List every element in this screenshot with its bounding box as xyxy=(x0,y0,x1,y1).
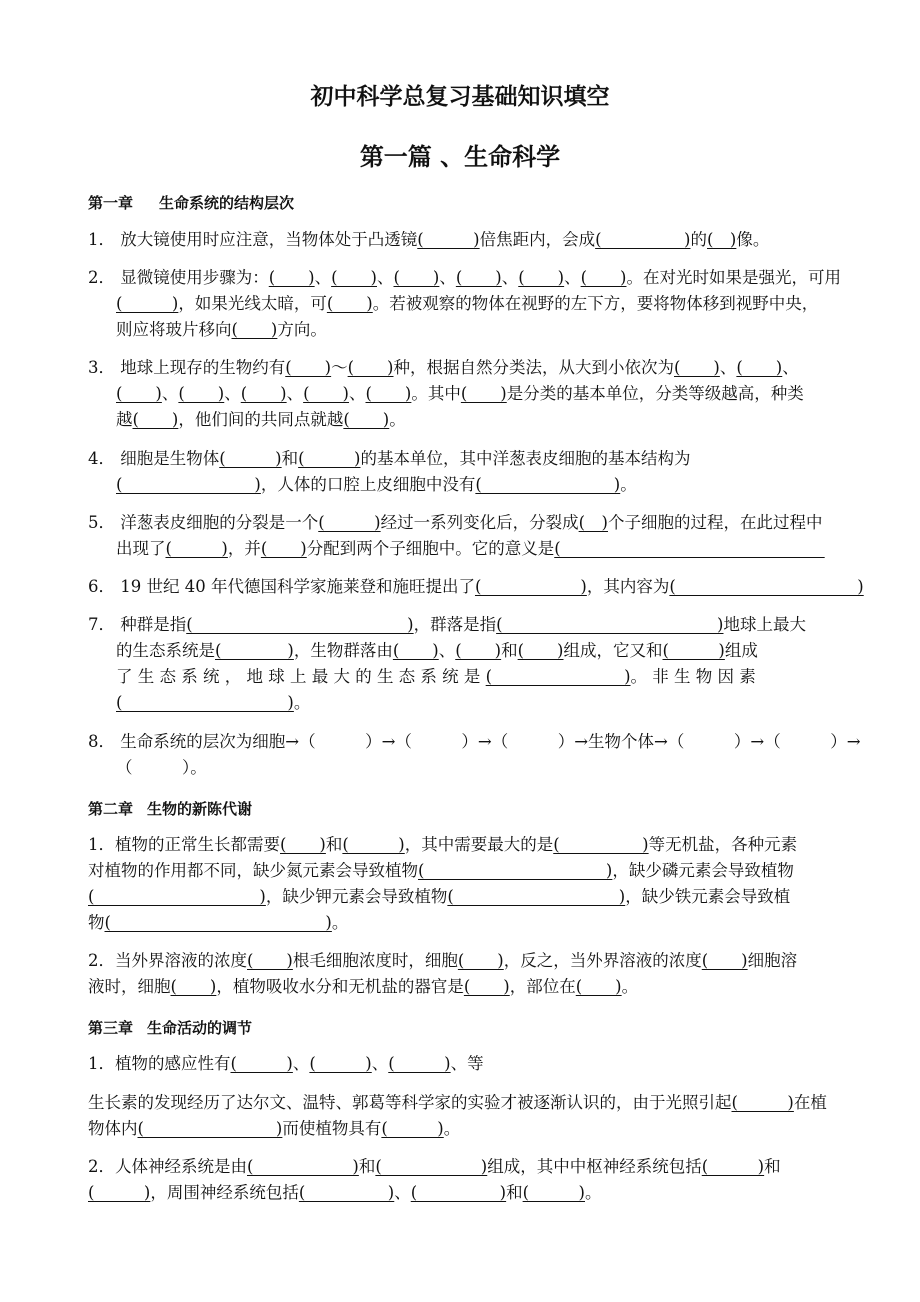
chapter-heading-3 xyxy=(88,1017,252,1038)
question-2-1-line4: 物( )。 xyxy=(88,913,349,932)
blank[interactable]: ( ) xyxy=(580,268,627,287)
blank[interactable]: ( ) xyxy=(662,641,725,660)
blank[interactable]: ( ) xyxy=(231,320,278,339)
blank[interactable]: ( ) xyxy=(375,1157,488,1176)
question-2-2-line1: 2．当外界溶液的浓度( )根毛细胞浓度时，细胞( )，反之，当外界溶液的浓度( )细胞溶 xyxy=(88,951,798,970)
question-1-8-line1: 8． 生命系统的层次为细胞→（ ）→（ ）→（ ）→生物个体→（ ）→（ ）→ xyxy=(88,732,861,751)
question-1-7-line2: 的生态系统是( )，生物群落由( )、( )和( )组成，它又和( )组成 xyxy=(116,641,758,660)
blank[interactable]: ( ) xyxy=(701,951,748,970)
blank[interactable]: ( ) xyxy=(132,410,179,429)
blank[interactable]: ( ) xyxy=(517,641,564,660)
blank[interactable]: ( ) xyxy=(701,1157,765,1176)
blank[interactable]: ( ) xyxy=(731,1093,794,1112)
blank[interactable]: ( ) xyxy=(575,977,622,996)
question-3-2-line1: 生长素的发现经历了达尔文、温特、郭葛等科学家的实验才被逐渐认识的，由于光照引起( )在植 xyxy=(88,1093,827,1112)
question-1-6: 6． 19 世纪 40 年代德国科学家施莱登和施旺提出了( )，其内容为( ) xyxy=(88,577,864,596)
question-1-4-line2: ( )，人体的口腔上皮细胞中没有( )。 xyxy=(116,475,637,494)
question-1-5-line2: 出现了( )，并( )分配到两个子细胞中。它的意义是( xyxy=(116,539,825,558)
question-1-4-line1: 4． 细胞是生物体( )和( )的基本单位，其中洋葱表皮细胞的基本结构为 xyxy=(88,449,691,468)
blank[interactable]: ( ) xyxy=(463,977,510,996)
question-2-1-line2: 对植物的作用都不同，缺少氮元素会导致植物( )，缺少磷元素会导致植物 xyxy=(88,861,794,880)
blank[interactable]: ( ) xyxy=(247,1157,359,1176)
blank[interactable]: ( ) xyxy=(410,1183,507,1202)
chapter-name: 生命系统的结构层次 xyxy=(159,194,295,212)
blank[interactable]: ( ) xyxy=(485,667,631,686)
chapter-number: 第一章 xyxy=(88,194,134,212)
blank[interactable]: ( ) xyxy=(247,951,293,970)
blank[interactable]: ( ) xyxy=(553,835,649,854)
question-1-3-line1: 3． 地球上现存的生物约有( )～( )种，根据自然分类法，从大到小依次为( )、( )、 xyxy=(88,358,799,377)
blank[interactable]: ( ) xyxy=(104,913,332,932)
blank[interactable]: ( ) xyxy=(309,1054,372,1073)
blank[interactable]: ( ) xyxy=(457,951,504,970)
blank[interactable]: ( ) xyxy=(186,615,414,634)
blank[interactable]: ( ) xyxy=(595,230,691,249)
blank[interactable]: ( ) xyxy=(418,861,613,880)
blank[interactable]: ( ) xyxy=(496,615,724,634)
chapter-name: 生物的新陈代谢 xyxy=(147,800,253,818)
question-1-2-line1: 2． 显微镜使用步骤为：( )、( )、( )、( )、( )、( )。在对光时如果是强光，可用 xyxy=(88,268,841,287)
blank[interactable]: ( ) xyxy=(518,268,565,287)
blank[interactable]: ( ) xyxy=(268,268,315,287)
blank[interactable]: ( ) xyxy=(331,268,377,287)
blank[interactable]: ( ) xyxy=(303,384,349,403)
blank[interactable]: ( ) xyxy=(447,887,626,906)
blank[interactable]: ( ) xyxy=(240,384,287,403)
blank[interactable]: ( ) xyxy=(88,887,266,906)
chapter-heading-1 xyxy=(88,192,294,213)
blank[interactable]: ( ) xyxy=(393,268,440,287)
chapter-number: 第三章 xyxy=(88,1019,134,1037)
question-1-3-line2: ( )、( )、( )、( )、( )。其中( )是分类的基本单位，分类等级越高，种类 xyxy=(116,384,804,403)
blank[interactable]: ( ) xyxy=(215,641,294,660)
question-3-3-line2: ( )，周围神经系统包括( )、( )和( )。 xyxy=(88,1183,602,1202)
question-1-5-line1: 5． 洋葱表皮细胞的分裂是一个( )经过一系列变化后，分裂成( )个子细胞的过程，在此过程中 xyxy=(88,513,823,532)
question-1-2-line2: ( )，如果光线太暗，可( )。若被观察的物体在视野的左下方，要将物体移到视野中央， xyxy=(116,294,819,313)
blank[interactable]: ( ) xyxy=(260,539,307,558)
blank[interactable]: ( ) xyxy=(116,693,294,712)
question-2-2-line2: 液时，细胞( )，植物吸收水分和无机盐的器官是( )，部位在( )。 xyxy=(88,977,639,996)
chapter-heading-2 xyxy=(88,798,252,819)
blank[interactable]: ( ) xyxy=(455,268,502,287)
blank[interactable]: ( ) xyxy=(342,835,405,854)
blank[interactable]: ( ) xyxy=(475,475,621,494)
question-2-1-line3: ( )，缺少钾元素会导致植物( )，缺少铁元素会导致植 xyxy=(88,887,791,906)
blank[interactable]: ( ) xyxy=(392,641,439,660)
blank[interactable]: ( ) xyxy=(578,513,608,532)
blank[interactable]: ( ) xyxy=(178,384,225,403)
question-1-8-line2: （ ）。 xyxy=(116,758,207,777)
blank[interactable]: ( ) xyxy=(388,1054,451,1073)
blank[interactable]: ( ) xyxy=(343,410,390,429)
question-1-2-line3: 则应将玻片移向( )方向。 xyxy=(116,320,327,339)
blank[interactable]: ( ) xyxy=(365,384,412,403)
blank[interactable]: ( ) xyxy=(170,977,217,996)
blank[interactable]: ( ) xyxy=(230,1054,293,1073)
blank[interactable]: ( ) xyxy=(137,1119,283,1138)
blank[interactable]: ( ) xyxy=(298,1183,395,1202)
blank[interactable]: ( ) xyxy=(116,294,179,313)
blank[interactable]: ( ) xyxy=(318,513,381,532)
blank[interactable]: ( ) xyxy=(165,539,228,558)
blank[interactable]: ( ) xyxy=(417,230,480,249)
blank[interactable]: ( ) xyxy=(736,358,783,377)
document-title: 初中科学总复习基础知识填空 xyxy=(310,84,610,110)
blank[interactable]: ( ) xyxy=(116,475,261,494)
blank[interactable]: ( ) xyxy=(219,449,282,468)
blank[interactable]: ( ) xyxy=(285,358,332,377)
question-1-3-line3: 越( )，他们间的共同点就越( )。 xyxy=(116,410,406,429)
question-3-2-line2: 物体内( )而使植物具有( )。 xyxy=(88,1119,461,1138)
blank[interactable]: ( ) xyxy=(455,641,502,660)
blank[interactable]: ( ) xyxy=(674,358,720,377)
blank[interactable]: ( ) xyxy=(707,230,737,249)
blank[interactable]: ( ) xyxy=(280,835,326,854)
blank[interactable]: ( ) xyxy=(669,577,864,596)
question-3-1: 1．植物的感应性有( )、( )、( )、等 xyxy=(88,1054,484,1073)
blank[interactable]: ( ) xyxy=(474,577,587,596)
blank[interactable]: ( ) xyxy=(116,384,162,403)
blank[interactable]: ( ) xyxy=(326,294,373,313)
blank[interactable]: ( ) xyxy=(298,449,361,468)
chapter-number: 第二章 xyxy=(88,800,134,818)
question-1-7-line3: 了 生 态 系 统 ， 地 球 上 最 大 的 生 态 系 统 是 ( )。 非 生 物 因 素 xyxy=(116,667,756,686)
question-3-3-line1: 2．人体神经系统是由( )和( )组成，其中中枢神经系统包括( )和 xyxy=(88,1157,781,1176)
question-1-7-line4: ( )。 xyxy=(116,693,311,712)
part-title: 第一篇 、生命科学 xyxy=(359,143,561,171)
blank[interactable]: ( ) xyxy=(381,1119,444,1138)
blank[interactable]: ( ) xyxy=(522,1183,585,1202)
question-1-7-line1: 7． 种群是指( )，群落是指( )地球上最大 xyxy=(88,615,806,634)
question-2-1-line1: 1．植物的正常生长都需要( )和( )，其中需要最大的是( )等无机盐，各种元素 xyxy=(88,835,798,854)
blank[interactable]: ( ) xyxy=(88,1183,151,1202)
blank[interactable]: ( ) xyxy=(347,358,394,377)
blank[interactable]: ( ) xyxy=(460,384,507,403)
chapter-name: 生命活动的调节 xyxy=(147,1019,253,1037)
blank[interactable]: ( xyxy=(554,539,825,558)
question-1-1: 1． 放大镜使用时应注意，当物体处于凸透镜( )倍焦距内，会成( )的( )像。 xyxy=(88,230,770,249)
